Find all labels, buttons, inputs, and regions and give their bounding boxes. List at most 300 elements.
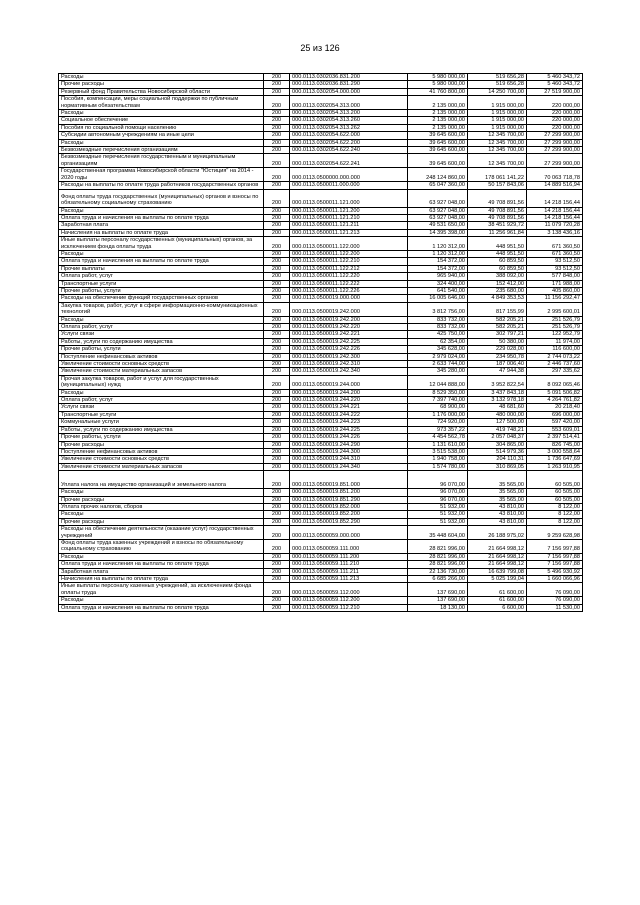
row-name-cell: Субсидии автономным учреждениям на иные цели [59,132,264,139]
row-remaining-cell: 14 889 516,94 [527,182,583,189]
row-remaining-cell: 93 512,50 [527,258,583,265]
row-classification-cell: 000.0113.0500000.000.000 [290,168,408,182]
row-remaining-cell: 20 218,40 [527,404,583,411]
row-remaining-cell: 27 299 900,00 [527,147,583,154]
row-executed-cell: 43 810,00 [468,503,527,510]
row-name-cell: Расходы на обеспечение функций государственных органов [59,295,264,302]
row-classification-cell: 000.0113.0500019.852.290 [290,518,408,525]
row-classification-cell: 000.0113.0500011.000.000 [290,182,408,189]
row-approved-cell: 63 927 048,00 [408,189,468,207]
row-remaining-cell: 5 091 506,82 [527,389,583,396]
row-code-cell: 200 [264,88,290,95]
row-approved-cell: 345 628,00 [408,346,468,353]
row-approved-cell: 5 980 000,00 [408,74,468,81]
row-classification-cell: 000.0113.0500019.244.200 [290,389,408,396]
table-row [59,222,583,229]
row-executed-cell: 388 092,00 [468,273,527,280]
row-executed-cell: 480 000,00 [468,411,527,418]
row-executed-cell: 582 205,21 [468,316,527,323]
table-row [59,295,583,302]
row-executed-cell: 235 680,00 [468,287,527,294]
row-code-cell: 200 [264,375,290,389]
row-approved-cell: 51 932,00 [408,503,468,510]
row-classification-cell: 000.0113.0500019.244.221 [290,404,408,411]
row-name-cell: Оплата труда и начисления на выплаты по оплате труда [59,258,264,265]
row-code-cell: 200 [264,419,290,426]
table-row [59,489,583,496]
table-body [59,74,583,612]
row-remaining-cell: 11 079 720,28 [527,222,583,229]
row-classification-cell: 000.0113.0500059.111.211 [290,568,408,575]
row-name-cell: Прочие работы, услуги [59,434,264,441]
row-approved-cell: 137 690,00 [408,583,468,597]
row-remaining-cell: 3 138 436,16 [527,229,583,236]
row-approved-cell: 62 354,00 [408,338,468,345]
row-remaining-cell: 2 995 600,01 [527,302,583,316]
row-code-cell: 200 [264,471,290,489]
row-remaining-cell: 27 299 900,00 [527,139,583,146]
row-name-cell: Расходы [59,110,264,117]
row-approved-cell: 51 932,00 [408,518,468,525]
row-approved-cell: 39 645 600,00 [408,132,468,139]
table-row [59,471,583,489]
row-code-cell: 200 [264,397,290,404]
row-approved-cell: 5 980 000,00 [408,81,468,88]
row-remaining-cell: 5 460 343,72 [527,74,583,81]
row-executed-cell: 519 656,28 [468,74,527,81]
row-executed-cell: 5 025 199,04 [468,576,527,583]
table-row [59,287,583,294]
row-remaining-cell: 3 000 558,64 [527,448,583,455]
row-name-cell: Оплата работ, услуг [59,397,264,404]
row-code-cell: 200 [264,411,290,418]
row-executed-cell: 127 500,00 [468,419,527,426]
row-approved-cell: 4 454 562,78 [408,434,468,441]
row-executed-cell: 234 950,78 [468,353,527,360]
row-name-cell: Поступление нефинансовых активов [59,353,264,360]
row-name-cell: Расходы [59,553,264,560]
table-row [59,324,583,331]
table-row [59,448,583,455]
table-row [59,404,583,411]
row-approved-cell: 28 821 996,00 [408,553,468,560]
table-row [59,147,583,154]
row-remaining-cell: 297 335,62 [527,368,583,375]
row-code-cell: 200 [264,280,290,287]
budget-execution-table [58,73,583,612]
row-name-cell: Прочие работы, услуги [59,346,264,353]
row-name-cell: Прочие расходы [59,81,264,88]
row-classification-cell: 000.0113.0500011.122.000 [290,237,408,251]
table-row [59,441,583,448]
row-approved-cell: 6 685 266,00 [408,576,468,583]
row-code-cell: 200 [264,539,290,553]
row-classification-cell: 000.0113.0500059.111.210 [290,561,408,568]
row-remaining-cell: 27 519 900,00 [527,88,583,95]
table-row [59,265,583,272]
row-name-cell: Расходы [59,597,264,604]
table-row [59,503,583,510]
row-executed-cell: 47 944,38 [468,368,527,375]
row-approved-cell: 2 633 744,00 [408,361,468,368]
row-executed-cell: 304 865,00 [468,441,527,448]
table-row [59,434,583,441]
row-name-cell: Иные выплаты персоналу казенных учреждений, за исключением фонда оплаты труда [59,583,264,597]
table-row [59,419,583,426]
row-name-cell: Расходы [59,389,264,396]
row-approved-cell: 8 529 350,00 [408,389,468,396]
row-code-cell: 200 [264,273,290,280]
row-name-cell: Оплата труда и начисления на выплаты по оплате труда [59,561,264,568]
row-approved-cell: 2 979 024,00 [408,353,468,360]
row-classification-cell: 000.0113.0500019.242.200 [290,316,408,323]
row-executed-cell: 178 061 141,22 [468,168,527,182]
row-remaining-cell: 171 988,00 [527,280,583,287]
row-code-cell: 200 [264,353,290,360]
row-code-cell: 200 [264,147,290,154]
row-approved-cell: 2 135 000,00 [408,110,468,117]
row-code-cell: 200 [264,463,290,470]
row-code-cell: 200 [264,456,290,463]
row-executed-cell: 35 565,00 [468,489,527,496]
row-code-cell: 200 [264,132,290,139]
row-name-cell: Оплата труда и начисления на выплаты по оплате труда [59,214,264,221]
row-code-cell: 200 [264,222,290,229]
table-row [59,375,583,389]
row-name-cell: Поступление нефинансовых активов [59,448,264,455]
row-approved-cell: 973 357,22 [408,426,468,433]
row-name-cell: Прочие расходы [59,518,264,525]
row-code-cell: 200 [264,389,290,396]
row-classification-cell: 000.0113.0500019.852.200 [290,511,408,518]
row-code-cell: 200 [264,576,290,583]
row-executed-cell: 61 600,00 [468,583,527,597]
row-approved-cell: 137 690,00 [408,597,468,604]
row-code-cell: 200 [264,139,290,146]
row-classification-cell: 000.0113.0500011.122.226 [290,287,408,294]
row-classification-cell: 000.0113.0302054.622.000 [290,132,408,139]
row-approved-cell: 641 540,00 [408,287,468,294]
row-code-cell: 200 [264,229,290,236]
row-classification-cell: 000.0113.0500011.121.213 [290,229,408,236]
row-name-cell: Увеличение стоимости материальных запасов [59,368,264,375]
row-code-cell: 200 [264,604,290,611]
table-row [59,229,583,236]
row-remaining-cell: 60 505,00 [527,489,583,496]
row-approved-cell: 18 130,00 [408,604,468,611]
row-remaining-cell: 4 264 761,82 [527,397,583,404]
row-code-cell: 200 [264,434,290,441]
row-classification-cell: 000.0113.0500059.112.200 [290,597,408,604]
row-approved-cell: 2 135 000,00 [408,117,468,124]
row-remaining-cell: 9 259 628,98 [527,526,583,540]
row-remaining-cell: 11 156 292,47 [527,295,583,302]
row-name-cell: Прочие расходы [59,441,264,448]
row-code-cell: 200 [264,568,290,575]
row-approved-cell: 16 005 646,00 [408,295,468,302]
row-code-cell: 200 [264,324,290,331]
table-row [59,338,583,345]
row-code-cell: 200 [264,346,290,353]
row-remaining-cell: 76 090,00 [527,583,583,597]
row-classification-cell: 000.0113.0500011.121.210 [290,214,408,221]
row-classification-cell: 000.0113.0500019.244.000 [290,375,408,389]
row-approved-cell: 1 574 780,00 [408,463,468,470]
row-name-cell: Расходы [59,489,264,496]
row-code-cell: 200 [264,250,290,257]
row-executed-cell: 50 157 843,06 [468,182,527,189]
row-code-cell: 200 [264,110,290,117]
row-executed-cell: 3 952 822,54 [468,375,527,389]
table-row [59,88,583,95]
row-remaining-cell: 5 496 930,92 [527,568,583,575]
row-remaining-cell: 696 000,00 [527,411,583,418]
row-classification-cell: 000.0113.0302054.622.200 [290,139,408,146]
row-code-cell: 200 [264,426,290,433]
table-row [59,237,583,251]
row-name-cell: Оплата работ, услуг [59,273,264,280]
row-approved-cell: 96 070,00 [408,471,468,489]
row-approved-cell: 22 136 730,00 [408,568,468,575]
row-code-cell: 200 [264,338,290,345]
row-name-cell: Работы, услуги по содержанию имущества [59,426,264,433]
row-classification-cell: 000.0113.0500059.000.000 [290,526,408,540]
row-remaining-cell: 14 218 156,44 [527,207,583,214]
row-remaining-cell: 7 156 997,88 [527,539,583,553]
row-executed-cell: 21 664 998,12 [468,539,527,553]
row-classification-cell: 000.0113.0500011.122.220 [290,273,408,280]
row-code-cell: 200 [264,489,290,496]
row-remaining-cell: 8 122,00 [527,518,583,525]
row-remaining-cell: 2 397 514,41 [527,434,583,441]
row-approved-cell: 2 135 000,00 [408,96,468,110]
row-approved-cell: 35 448 604,00 [408,526,468,540]
row-code-cell: 200 [264,258,290,265]
row-classification-cell: 000.0113.0500019.244.220 [290,397,408,404]
row-executed-cell: 3 437 843,18 [468,389,527,396]
table-row [59,561,583,568]
row-name-cell: Безвозмездные перечисления организациям [59,147,264,154]
row-executed-cell: 21 664 998,12 [468,553,527,560]
table-row [59,110,583,117]
row-classification-cell: 000.0113.0500011.121.200 [290,207,408,214]
table-row [59,81,583,88]
row-remaining-cell: 553 609,01 [527,426,583,433]
row-executed-cell: 6 600,00 [468,604,527,611]
row-code-cell: 200 [264,189,290,207]
row-remaining-cell: 14 218 156,44 [527,214,583,221]
row-remaining-cell: 577 848,00 [527,273,583,280]
table-row [59,553,583,560]
row-name-cell: Уплата прочих налогов, сборов [59,503,264,510]
row-executed-cell: 2 057 048,37 [468,434,527,441]
row-executed-cell: 448 951,50 [468,250,527,257]
row-classification-cell: 000.0113.0500019.242.310 [290,361,408,368]
row-classification-cell: 000.0113.0500059.112.000 [290,583,408,597]
row-executed-cell: 14 250 700,00 [468,88,527,95]
row-name-cell: Закупка товаров, работ, услуг в сфере информационно-коммуникационных технологий [59,302,264,316]
row-remaining-cell: 220 000,00 [527,110,583,117]
row-executed-cell: 4 849 353,53 [468,295,527,302]
row-name-cell: Заработная плата [59,222,264,229]
row-approved-cell: 324 400,00 [408,280,468,287]
row-classification-cell: 000.0113.0500059.111.000 [290,539,408,553]
row-name-cell: Транспортные услуги [59,280,264,287]
table-row [59,411,583,418]
row-remaining-cell: 251 526,79 [527,316,583,323]
row-classification-cell: 000.0113.0500019.851.200 [290,489,408,496]
row-code-cell: 200 [264,561,290,568]
row-executed-cell: 60 859,50 [468,258,527,265]
row-name-cell: Услуги связи [59,404,264,411]
table-row [59,250,583,257]
row-executed-cell: 16 639 799,08 [468,568,527,575]
row-classification-cell: 000.0113.0500011.122.222 [290,280,408,287]
row-executed-cell: 49 708 891,56 [468,207,527,214]
row-name-cell: Расходы [59,207,264,214]
row-executed-cell: 1 915 000,00 [468,117,527,124]
table-row [59,526,583,540]
row-approved-cell: 41 760 800,00 [408,88,468,95]
row-name-cell: Расходы [59,139,264,146]
row-executed-cell: 229 028,00 [468,346,527,353]
row-executed-cell: 48 681,60 [468,404,527,411]
table-row [59,426,583,433]
table-row [59,397,583,404]
table-row [59,361,583,368]
row-name-cell: Резервный фонд Правительства Новосибирской области [59,88,264,95]
row-remaining-cell: 93 512,50 [527,265,583,272]
row-remaining-cell: 5 460 343,72 [527,81,583,88]
row-name-cell: Услуги связи [59,331,264,338]
row-classification-cell: 000.0113.0500011.122.200 [290,250,408,257]
row-code-cell: 200 [264,518,290,525]
row-executed-cell: 12 345 700,00 [468,132,527,139]
row-classification-cell: 000.0113.0500059.112.210 [290,604,408,611]
row-approved-cell: 68 900,00 [408,404,468,411]
table-row [59,583,583,597]
row-classification-cell: 000.0113.0500011.122.210 [290,258,408,265]
row-code-cell: 200 [264,117,290,124]
row-executed-cell: 61 600,00 [468,597,527,604]
row-remaining-cell: 116 600,00 [527,346,583,353]
table-row [59,214,583,221]
table-row [59,539,583,553]
row-code-cell: 200 [264,237,290,251]
row-classification-cell: 000.0113.0500019.000.000 [290,295,408,302]
row-code-cell: 200 [264,316,290,323]
row-executed-cell: 50 380,00 [468,338,527,345]
row-classification-cell: 000.0113.0500019.244.290 [290,441,408,448]
row-name-cell: Расходы [59,316,264,323]
row-code-cell: 200 [264,441,290,448]
row-classification-cell: 000.0113.0302054.313.200 [290,110,408,117]
row-classification-cell: 000.0113.0302054.622.240 [290,147,408,154]
row-approved-cell: 51 932,00 [408,511,468,518]
row-approved-cell: 39 645 600,00 [408,147,468,154]
row-executed-cell: 38 451 929,72 [468,222,527,229]
row-remaining-cell: 8 092 065,46 [527,375,583,389]
table-row [59,496,583,503]
row-remaining-cell: 122 952,79 [527,331,583,338]
row-classification-cell: 000.0113.0500011.121.000 [290,189,408,207]
row-executed-cell: 12 345 700,00 [468,139,527,146]
row-code-cell: 200 [264,331,290,338]
table-row [59,189,583,207]
row-name-cell: Прочие работы, услуги [59,287,264,294]
row-name-cell: Прочая закупка товаров, работ и услуг для государственных (муниципальных) нужд [59,375,264,389]
row-classification-cell: 000.0113.0302036.831.290 [290,81,408,88]
row-name-cell: Фонд оплаты труда государственных (муниципальных) органов и взносы по обязательному социальному страхованию [59,189,264,207]
table-row [59,456,583,463]
row-approved-cell: 1 120 312,00 [408,237,468,251]
row-executed-cell: 1 915 000,00 [468,124,527,131]
row-name-cell: Увеличение стоимости материальных запасов [59,463,264,470]
row-executed-cell: 204 110,31 [468,456,527,463]
row-executed-cell: 26 188 975,02 [468,526,527,540]
row-classification-cell: 000.0113.0500019.244.300 [290,448,408,455]
row-code-cell: 200 [264,302,290,316]
row-approved-cell: 96 070,00 [408,489,468,496]
row-remaining-cell: 76 090,00 [527,597,583,604]
row-name-cell: Увеличение стоимости основных средств [59,361,264,368]
row-remaining-cell: 671 360,50 [527,250,583,257]
table-row [59,302,583,316]
row-approved-cell: 1 940 758,00 [408,456,468,463]
row-code-cell: 200 [264,553,290,560]
row-remaining-cell: 2 446 737,60 [527,361,583,368]
table-row [59,353,583,360]
row-remaining-cell: 826 745,00 [527,441,583,448]
row-approved-cell: 1 176 000,00 [408,411,468,418]
row-name-cell: Оплата труда и начисления на выплаты по оплате труда [59,604,264,611]
row-classification-cell: 000.0113.0302054.313.260 [290,117,408,124]
row-remaining-cell: 251 526,79 [527,324,583,331]
row-classification-cell: 000.0113.0500019.852.000 [290,503,408,510]
row-classification-cell: 000.0113.0302036.831.200 [290,74,408,81]
row-name-cell: Начисления на выплаты по оплате труда [59,576,264,583]
row-code-cell: 200 [264,511,290,518]
row-remaining-cell: 1 736 647,69 [527,456,583,463]
page-number: 25 из 126 [300,43,340,53]
row-executed-cell: 12 345 700,00 [468,154,527,168]
row-approved-cell: 49 531 650,00 [408,222,468,229]
row-code-cell: 200 [264,96,290,110]
row-name-cell: Расходы [59,511,264,518]
row-remaining-cell: 1 660 066,96 [527,576,583,583]
row-executed-cell: 152 412,00 [468,280,527,287]
row-executed-cell: 35 565,00 [468,471,527,489]
row-classification-cell: 000.0113.0500011.121.211 [290,222,408,229]
row-approved-cell: 3 812 756,00 [408,302,468,316]
row-classification-cell: 000.0113.0500019.244.223 [290,419,408,426]
row-code-cell: 200 [264,368,290,375]
row-name-cell: Расходы на выплаты по оплате труда работников государственных органов [59,182,264,189]
row-classification-cell: 000.0113.0302054.000.000 [290,88,408,95]
row-code-cell: 200 [264,503,290,510]
row-classification-cell: 000.0113.0500019.851.290 [290,496,408,503]
row-executed-cell: 3 132 978,18 [468,397,527,404]
row-executed-cell: 43 810,00 [468,511,527,518]
row-name-cell: Работы, услуги по содержанию имущества [59,338,264,345]
row-remaining-cell: 1 263 910,95 [527,463,583,470]
row-approved-cell: 154 372,00 [408,258,468,265]
row-remaining-cell: 2 744 073,22 [527,353,583,360]
row-code-cell: 200 [264,214,290,221]
row-approved-cell: 39 645 600,00 [408,154,468,168]
row-code-cell: 200 [264,287,290,294]
row-executed-cell: 448 951,50 [468,237,527,251]
